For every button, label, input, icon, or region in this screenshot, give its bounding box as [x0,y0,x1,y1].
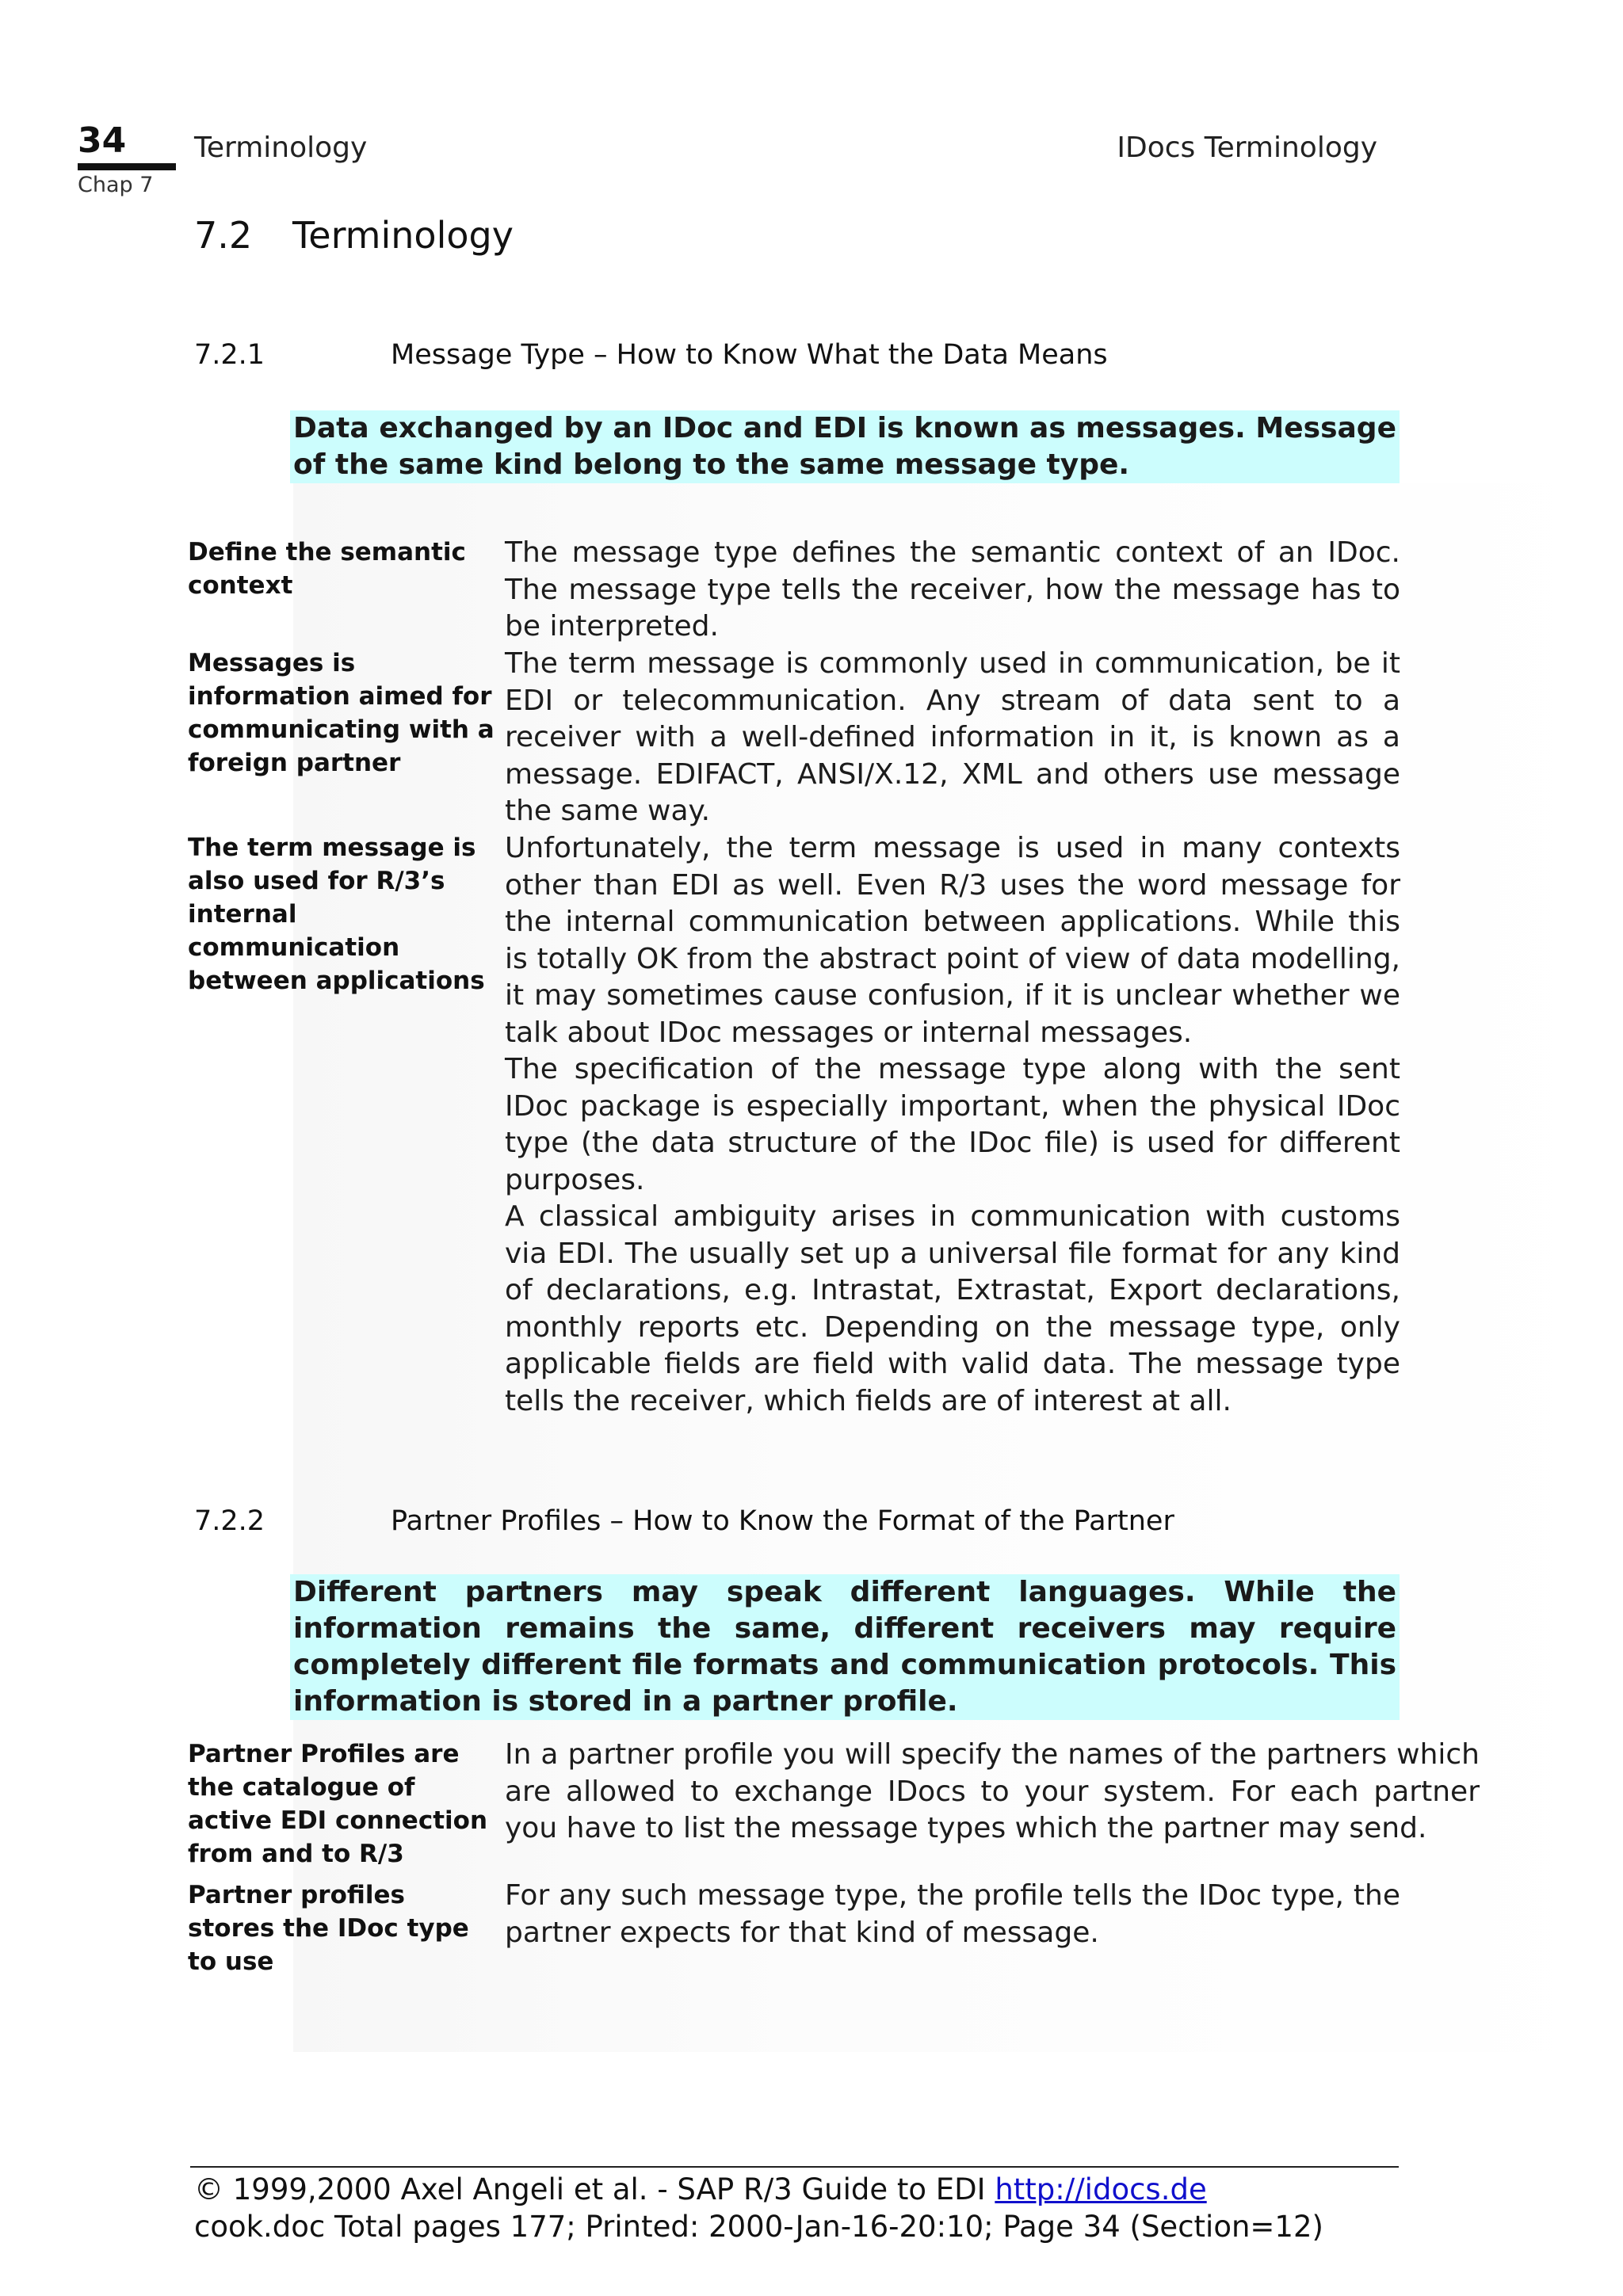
running-header-left: Terminology [194,132,368,164]
footer-rule [190,2166,1399,2168]
paragraph: For any such message type, the profile tells the IDoc type, the partner expects for that kind of message. [505,1879,1400,1949]
copyright-text: © 1999,2000 Axel Angeli et al. - SAP R/3 Guide to EDI [194,2172,995,2206]
subsection-number: 7.2.2 [194,1505,265,1537]
body-paragraph [505,1737,1480,1848]
section-number: 7.2 [194,214,253,257]
margin-note: Define the semantic context [188,538,466,600]
chapter-label: Chap 7 [78,173,154,197]
subsection-heading-message-type [194,339,1108,371]
paragraph: Unfortunately, the term message is used in many contexts other than EDI as well. Even R/3 uses the word message for the internal communication between applications. While this is totally OK from the abstract point of view of data modelling, it may sometimes cause confusion, if it is unclear whether we talk about IDoc messages or internal messages. [505,832,1400,1049]
subsection-heading-partner-profiles [194,1505,1174,1537]
paragraph: The message type defines the semantic context of an IDoc. The message type tells the receiver, how the message has to be interpreted. [505,536,1400,643]
body-paragraph-group [505,830,1400,1420]
margin-note: Partner Profiles are the catalogue of active EDI connection from and to R/3 [188,1740,488,1868]
paragraph: A classical ambiguity arises in communication with customs via EDI. The usually set up a universal file format for any kind of declarations, e.g. Intrastat, Extrastat, Export declarations, monthly reports etc. Depending on the message type, only applicable fields are field with valid data. The message type tells the receiver, which fields are of interest at all. [505,1200,1400,1417]
highlight-box-message-type: Data exchanged by an IDoc and EDI is known as messages. Message of the same kind belong to the same message type. [290,410,1400,483]
highlight-box-partner-profiles: Different partners may speak different languages. While the information remains the same, different receivers may require completely different file formats and communication protocols. This information is stored in a partner profile. [290,1574,1400,1720]
footer-link[interactable]: http://idocs.de [995,2172,1207,2206]
body-paragraph [505,535,1400,646]
margin-note: Messages is information aimed for communicating with a foreign partner [188,649,495,777]
page-number: 34 [78,120,127,161]
footer-copyright [194,2172,1207,2206]
body-paragraph [505,646,1400,830]
paragraph: The term message is commonly used in communication, be it EDI or telecommunication. Any stream of data sent to a receiver with a well-defined information in it, is known as a message. EDIFACT, ANSI/X.12, XML and others use message the same way. [505,647,1400,827]
paragraph: The specification of the message type along with the sent IDoc package is especially important, when the physical IDoc type (the data structure of the IDoc file) is used for different purposes. [505,1053,1400,1196]
running-header-right: IDocs Terminology [1117,132,1377,164]
margin-note: Partner profiles stores the IDoc type to use [188,1881,469,1976]
section-heading [194,214,514,257]
margin-note: The term message is also used for R/3’s internal communication between applications [188,833,485,995]
page-number-underline [78,163,176,170]
subsection-title: Partner Profiles – How to Know the Format of the Partner [391,1505,1174,1537]
section-title: Terminology [292,214,514,257]
subsection-title: Message Type – How to Know What the Data Means [391,339,1108,371]
paragraph: In a partner profile you will specify the names of the partners which are allowed to exchange IDocs to your system. For each partner you have to list the message types which the partner may send. [505,1738,1480,1844]
footer-print-info: cook.doc Total pages 177; Printed: 2000-Jan-16-20:10; Page 34 (Section=12) [194,2210,1323,2244]
body-paragraph [505,1878,1400,1951]
subsection-number: 7.2.1 [194,339,265,371]
